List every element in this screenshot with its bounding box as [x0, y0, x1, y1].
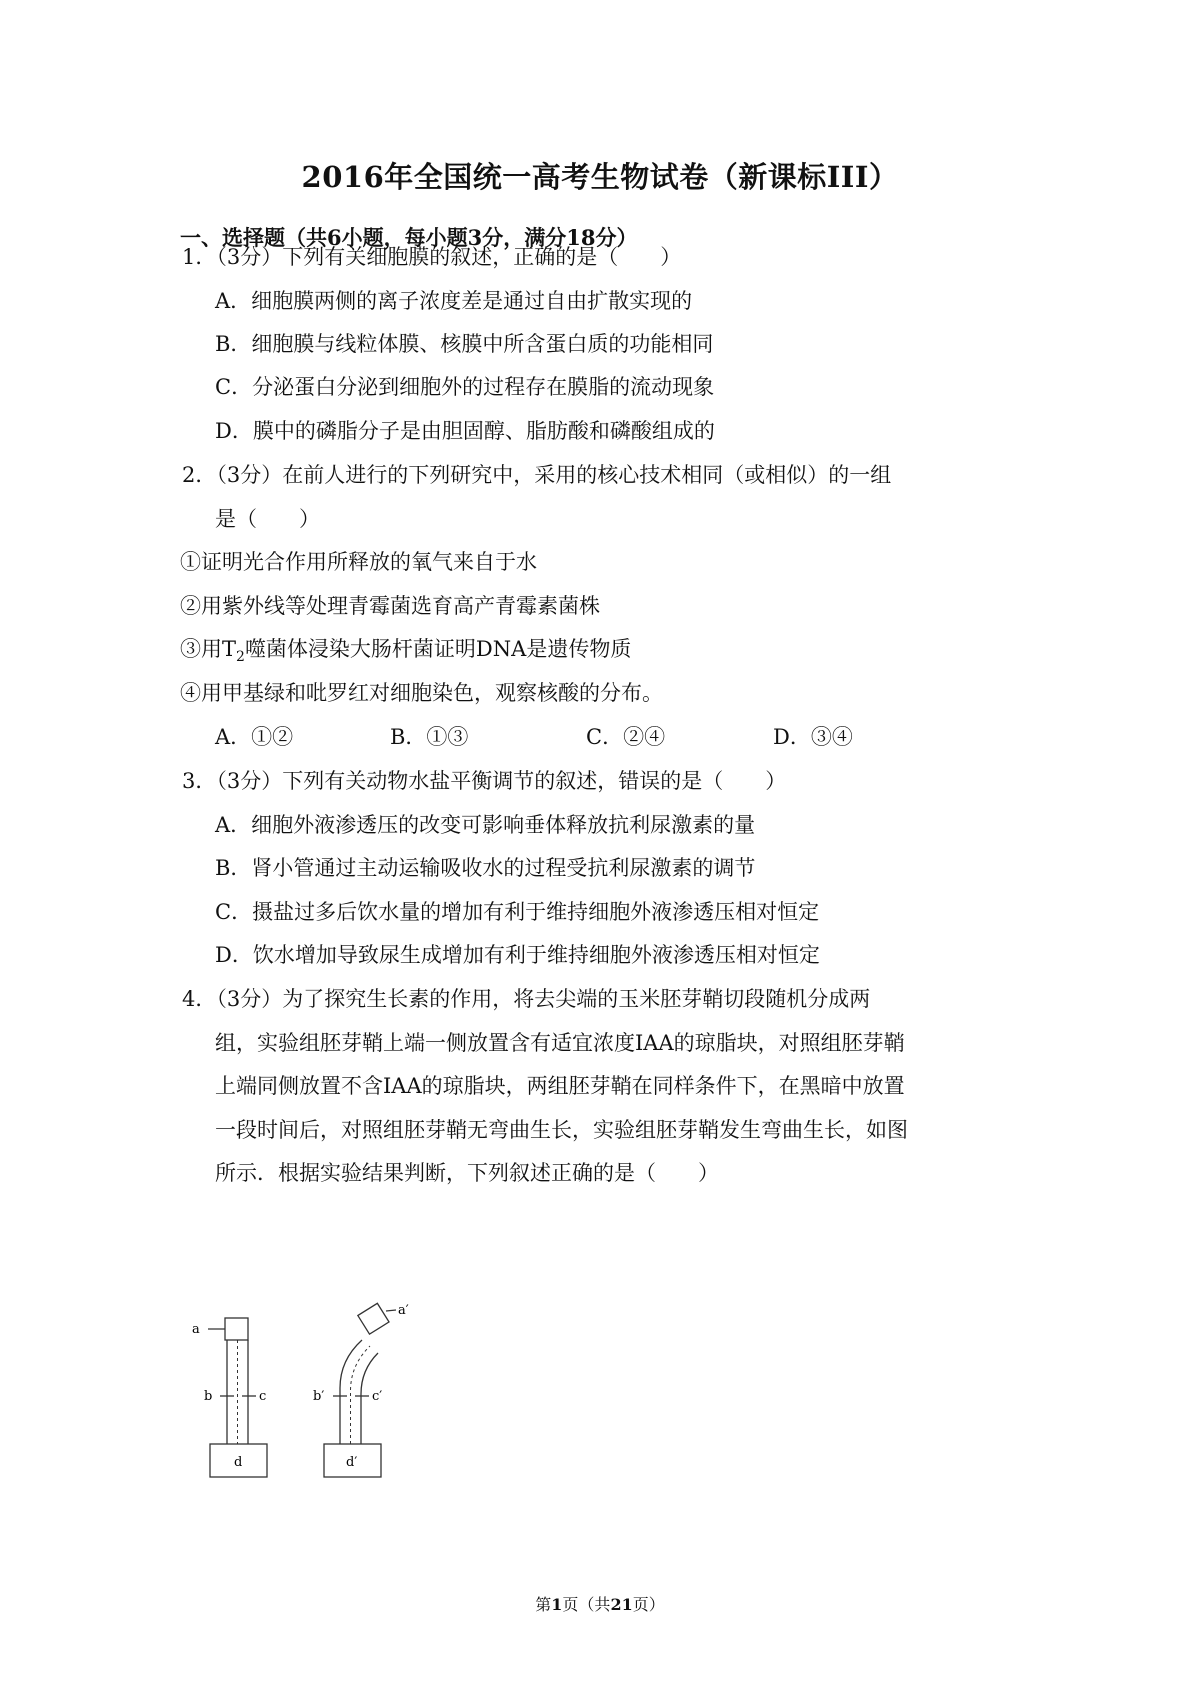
q1-option-c: C．分泌蛋白分泌到细胞外的过程存在膜脂的流动现象: [215, 375, 715, 399]
agar-block-a: [225, 1318, 248, 1340]
q2-item-2: ②用紫外线等处理青霉菌选育高产青霉素菌株: [180, 594, 600, 618]
label-a2-line: [386, 1310, 396, 1311]
q3-option-a: A．细胞外液渗透压的改变可影响垂体释放抗利尿激素的量: [215, 813, 756, 837]
question-4-line-2: 组，实验组胚芽鞘上端一侧放置含有适宜浓度IAA的琼脂块，对照组胚芽鞘: [215, 1031, 905, 1055]
bent-midline: [351, 1346, 371, 1444]
page-footer: 第1页（共21页）: [535, 1595, 665, 1614]
q2-options-row: [215, 727, 853, 748]
question-4-stem: 4．（3分）为了探究生长素的作用，将去尖端的玉米胚芽鞘切段随机分成两: [182, 987, 871, 1011]
question-4-line-3: 上端同侧放置不含IAA的琼脂块，两组胚芽鞘在同样条件下，在黑暗中放置: [215, 1074, 905, 1098]
question-2-stem: 2．（3分）在前人进行的下列研究中，采用的核心技术相同（或相似）的一组: [182, 463, 892, 487]
q3-option-d: D．饮水增加导致尿生成增加有利于维持细胞外液渗透压相对恒定: [215, 943, 820, 967]
q3-option-c: C．摄盐过多后饮水量的增加有利于维持细胞外液渗透压相对恒定: [215, 900, 820, 924]
q2-option-b: B．①③: [390, 725, 469, 749]
agar-block-a2: [358, 1303, 389, 1334]
q2-item-4: ④用甲基绿和吡罗红对细胞染色，观察核酸的分布。: [180, 681, 663, 705]
q1-option-b: B．细胞膜与线粒体膜、核膜中所含蛋白质的功能相同: [215, 332, 714, 356]
q2-option-a: A．①②: [215, 725, 294, 749]
question-1-stem: 1．（3分）下列有关细胞膜的叙述，正确的是（ ）: [182, 245, 682, 269]
label-a2: a′: [398, 1303, 409, 1318]
label-d: d: [234, 1455, 243, 1470]
question-3-stem: 3．（3分）下列有关动物水盐平衡调节的叙述，错误的是（ ）: [182, 769, 787, 793]
label-b: b: [204, 1389, 213, 1404]
section-heading: 一、选择题（共6小题，每小题3分，满分18分）: [180, 225, 638, 250]
total-pages: 21: [610, 1595, 633, 1614]
q2-option-d: D．③④: [773, 725, 853, 749]
q3-option-b: B．肾小管通过主动运输吸收水的过程受抗利尿激素的调节: [215, 856, 756, 880]
page-title: 2016年全国统一高考生物试卷（新课标III）: [301, 160, 899, 194]
q2-item-1: ①证明光合作用所释放的氧气来自于水: [180, 550, 537, 574]
coleoptile-diagram: [180, 1300, 420, 1485]
q2-option-c: C．②④: [586, 725, 666, 749]
label-c2: c′: [372, 1389, 383, 1404]
page-number: 1: [551, 1595, 563, 1614]
bent-left-edge: [340, 1340, 362, 1444]
question-2-stem-cont: 是（ ）: [215, 507, 320, 531]
label-b2: b′: [313, 1389, 325, 1404]
label-d2: d′: [346, 1455, 358, 1470]
q2-item-3: ③用$T_2$噬菌体浸染大肠杆菌证明DNA是遗传物质: [180, 637, 632, 666]
q1-option-d: D．膜中的磷脂分子是由胆固醇、脂肪酸和磷酸组成的: [215, 419, 715, 443]
q1-option-a: A．细胞膜两侧的离子浓度差是通过自由扩散实现的: [215, 289, 693, 313]
label-c: c: [259, 1389, 267, 1404]
label-a: a: [192, 1322, 200, 1337]
bent-coleoptile: [324, 1303, 396, 1477]
question-4-line-5: 所示．根据实验结果判断，下列叙述正确的是（ ）: [215, 1161, 719, 1185]
question-4-line-4: 一段时间后，对照组胚芽鞘无弯曲生长，实验组胚芽鞘发生弯曲生长，如图: [215, 1118, 908, 1142]
